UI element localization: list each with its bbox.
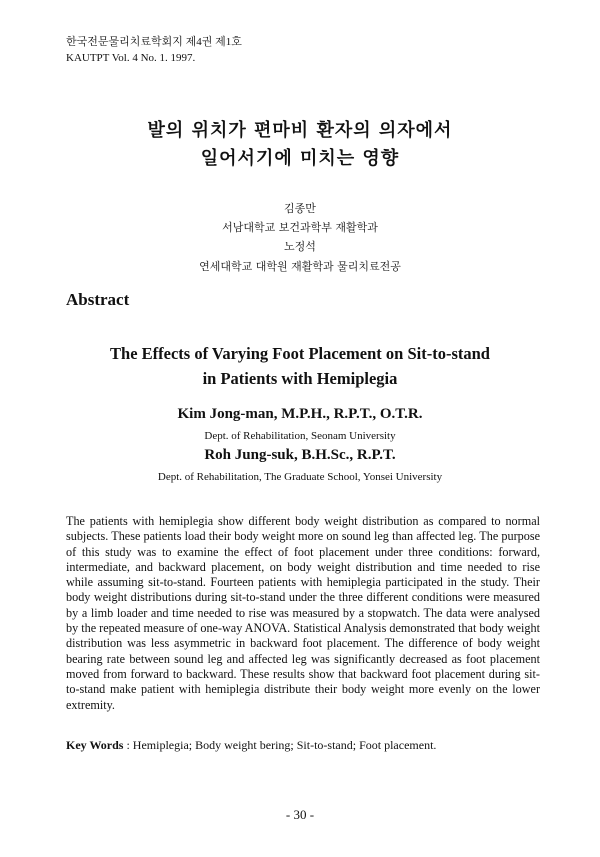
journal-name: 한국전문물리치료학회지 제4권 제1호 (66, 36, 242, 48)
english-dept-2: Dept. of Rehabilitation, The Graduate School, Yonsei University (157, 471, 443, 483)
page-number: - 30 - (285, 807, 315, 822)
journal-header (66, 34, 242, 66)
keywords-line (66, 738, 436, 753)
korean-author-2: 노정석 (284, 240, 316, 253)
korean-title-line2: 일어서기에 미치는 영향 (200, 148, 400, 169)
korean-author-1: 김종만 (284, 202, 316, 215)
english-title-line1: The Effects of Varying Foot Placement on Sit-to-stand (110, 344, 490, 363)
korean-affiliation-1: 서남대학교 보건과학부 재활학과 (222, 221, 378, 234)
english-dept-1: Dept. of Rehabilitation, Seonam University (204, 430, 396, 442)
english-author-1: Kim Jong-man, M.P.H., R.P.T., O.T.R. (177, 406, 423, 422)
journal-volume: KAUTPT Vol. 4 No. 1. 1997. (66, 52, 196, 64)
abstract-body: The patients with hemiplegia show different body weight distribution as compared to normal subjects. These patients load their body weight more on sound leg than affected leg. The purpose of this study was to examine the effect of foot placement under three conditions: forward, intermediate, and backward placement, on body weight distribution and time needed to rise while assuming sit-to-stand. Fourteen patients with hemiplegia participated in the study. Their body weight distributions during sit-to-stand under the three different conditions were measured by a limb loader and time needed to rise was measured by a stopwatch. The data were analysed by the repeated measure of one-way ANOVA. Statistical Analysis demonstrated that body weight distribution was less asymmetric in backward foot placement. The difference of body weight bearing rate between sound leg and affected leg was significantly decreased as foot placement moved from forward to backward. These results show that backward foot placement during sit-to-stand make patient with hemiplegia distribute their body weight more evenly on the lower extremity. (66, 514, 540, 712)
korean-affiliation-2: 연세대학교 대학원 재활학과 물리치료전공 (199, 260, 401, 273)
keywords-text: : Hemiplegia; Body weight bering; Sit-to-stand; Foot placement. (126, 738, 437, 752)
abstract-heading: Abstract (66, 290, 130, 309)
korean-title-line1: 발의 위치가 편마비 환자의 의자에서 (147, 120, 453, 141)
keywords-label: Key Words (66, 738, 124, 752)
english-title-line2: in Patients with Hemiplegia (202, 369, 398, 388)
english-author-2: Roh Jung-suk, B.H.Sc., R.P.T. (204, 447, 396, 463)
